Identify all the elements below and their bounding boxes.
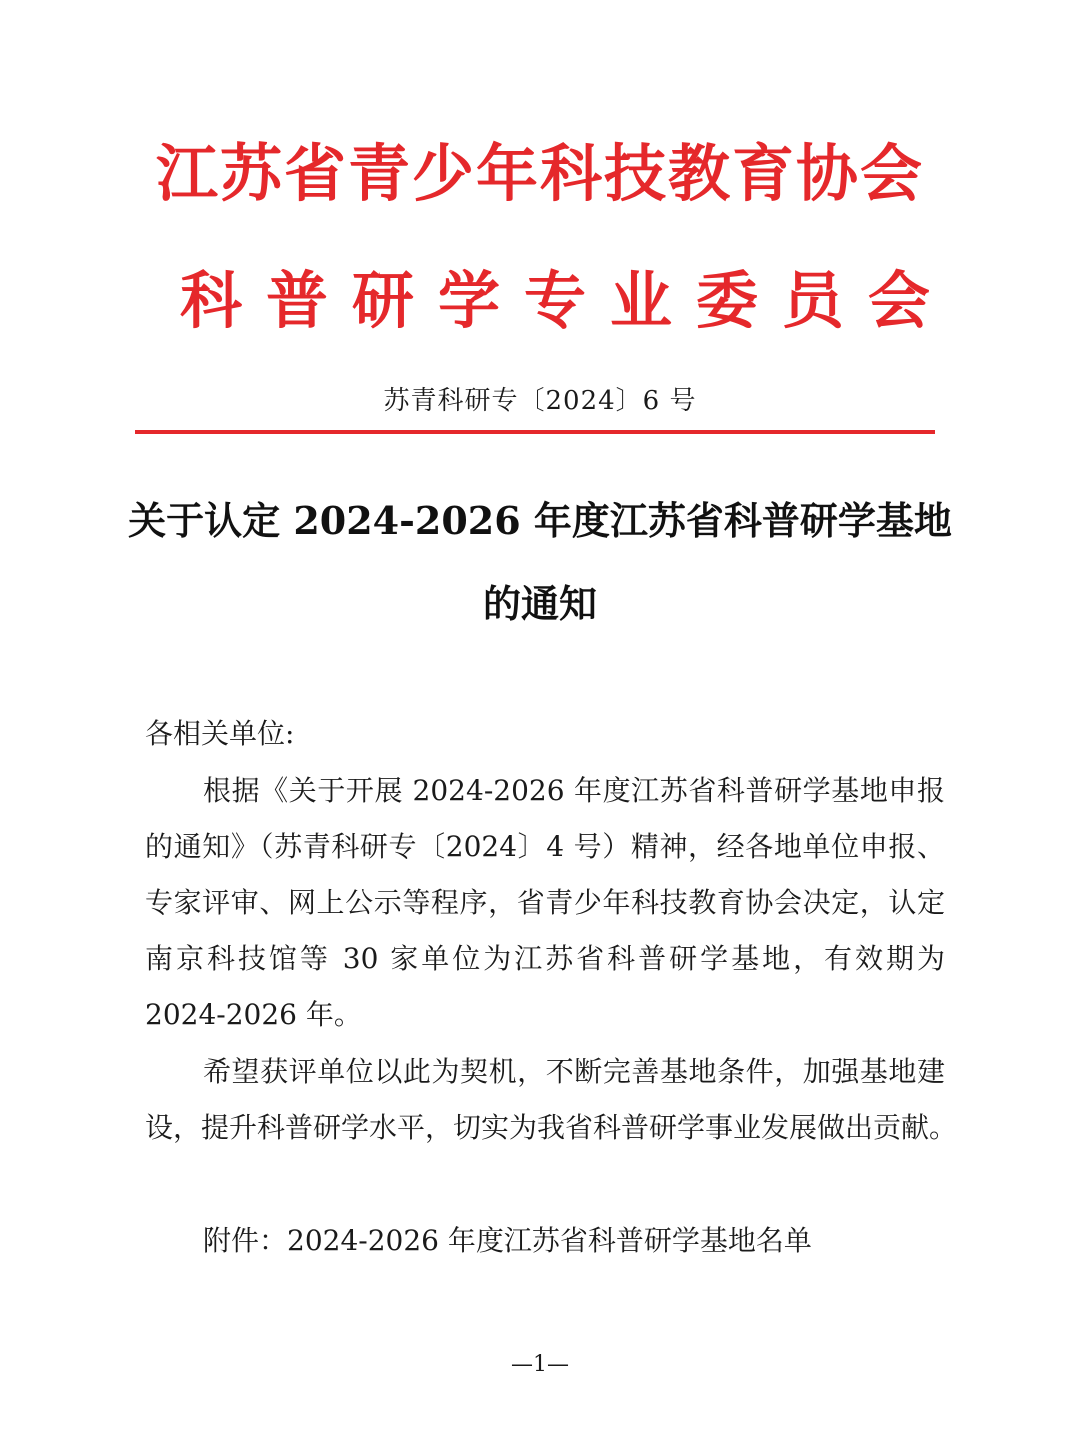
- org-char: 业: [609, 264, 672, 337]
- org-char: 学: [437, 264, 500, 337]
- org-char: 委: [695, 264, 758, 337]
- org-char: 科: [180, 264, 243, 337]
- attachment-note: 附件：2024-2026 年度江苏省科普研学基地名单: [203, 1224, 812, 1257]
- paragraph-1-line: 的通知》（苏青科研专〔2024〕4 号）精神，经各地单位申报、: [145, 830, 945, 863]
- notice-title-line-2: 的通知: [482, 581, 597, 626]
- salutation: 各相关单位:: [145, 717, 295, 750]
- paragraph-2-line: 希望获评单位以此为契机，不断完善基地条件，加强基地建: [203, 1055, 945, 1088]
- org-char: 研: [351, 264, 414, 337]
- org-char: 专: [523, 264, 586, 337]
- paragraph-1-line: 根据《关于开展 2024-2026 年度江苏省科普研学基地申报: [203, 774, 945, 807]
- org-char: 员: [781, 264, 844, 337]
- paragraph-1-line: 2024-2026 年。: [145, 998, 362, 1031]
- document-number: 苏青科研专〔2024〕6 号: [383, 386, 697, 416]
- org-char: 普: [265, 264, 328, 337]
- header-divider: [135, 430, 935, 434]
- org-name-line-2: [180, 264, 930, 337]
- notice-title-line-1: 关于认定 2024-2026 年度江苏省科普研学基地: [128, 498, 952, 543]
- org-char: 会: [867, 264, 930, 337]
- paragraph-1-line: 专家评审、网上公示等程序，省青少年科技教育协会决定，认定: [145, 886, 945, 919]
- page-number: —1—: [511, 1352, 569, 1377]
- org-name-line-1: 江苏省青少年科技教育协会: [155, 137, 924, 210]
- paragraph-1-line: 南京科技馆等 30 家单位为江苏省科普研学基地，有效期为: [145, 942, 945, 975]
- paragraph-2-line: 设，提升科普研学水平，切实为我省科普研学事业发展做出贡献。: [145, 1111, 958, 1144]
